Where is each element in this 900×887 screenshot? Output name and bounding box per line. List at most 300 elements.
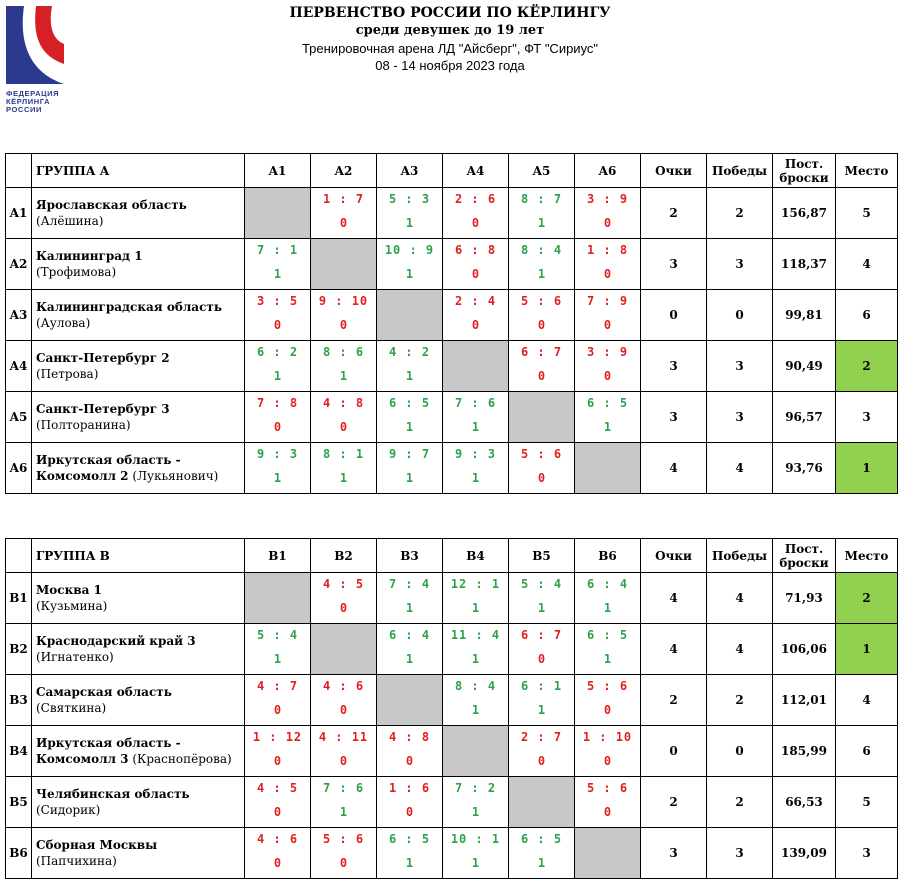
match-result-cell [245,341,311,392]
skip-name: (Папчихина) [36,854,117,868]
match-result-cell [575,675,641,726]
match-score: 8 : 4 [454,679,497,693]
skip-name: (Аулова) [36,316,91,330]
team-name: Сборная Москвы [36,838,158,852]
match-result-cell [443,675,509,726]
row-code: B1 [6,573,32,624]
shots-value: 90,49 [773,341,836,392]
match-points: 0 [273,703,282,717]
match-points: 1 [603,652,612,666]
match-points: 1 [405,420,414,434]
match-score: 2 : 4 [454,294,497,308]
match-points: 0 [603,703,612,717]
federation-logo [4,4,68,124]
match-result-cell [443,392,509,443]
match-score: 9 : 3 [454,447,497,461]
match-points: 1 [537,601,546,615]
place-value: 4 [836,239,898,290]
match-points: 1 [273,652,282,666]
match-score: 8 : 4 [520,243,563,257]
team-name: Челябинская область [36,787,190,801]
match-result-cell [245,290,311,341]
match-score: 6 : 5 [388,832,431,846]
match-result-cell [245,675,311,726]
self-match-cell [443,726,509,777]
match-points: 0 [603,754,612,768]
self-match-cell [245,573,311,624]
skip-name: (Святкина) [36,701,107,715]
match-result-cell [377,726,443,777]
team-cell [32,828,245,879]
match-points: 0 [537,369,546,383]
team-name-cont: Комсомолл 2 [36,469,129,483]
match-points: 0 [339,703,348,717]
shots-value: 112,01 [773,675,836,726]
shots-value: 99,81 [773,290,836,341]
match-score: 10 : 9 [384,243,435,257]
row-code: A2 [6,239,32,290]
column-header-b6: B6 [575,539,641,573]
match-points: 0 [537,318,546,332]
match-result-cell [575,726,641,777]
match-score: 7 : 1 [256,243,299,257]
match-result-cell [245,726,311,777]
shots-value: 106,06 [773,624,836,675]
match-score: 6 : 7 [520,345,563,359]
match-score: 6 : 5 [586,628,629,642]
team-cell [32,675,245,726]
match-result-cell [575,341,641,392]
match-result-cell [245,392,311,443]
match-score: 11 : 4 [450,628,501,642]
points-value: 4 [641,443,707,494]
wins-value: 3 [707,341,773,392]
match-points: 0 [339,420,348,434]
column-header-place: Место [836,154,898,188]
skip-name: (Петрова) [36,367,99,381]
match-score: 5 : 3 [388,192,431,206]
match-points: 1 [537,703,546,717]
match-result-cell [509,290,575,341]
column-header-b3: B3 [377,539,443,573]
points-value: 3 [641,341,707,392]
match-result-cell [245,443,311,494]
match-score: 6 : 1 [520,679,563,693]
team-cell [32,239,245,290]
self-match-cell [509,777,575,828]
table-row [6,675,898,726]
match-result-cell [443,573,509,624]
column-header-a2: A2 [311,154,377,188]
match-score: 4 : 6 [256,832,299,846]
match-points: 1 [471,805,480,819]
skip-name: (Игнатенко) [36,650,114,664]
match-points: 1 [339,805,348,819]
team-cell [32,726,245,777]
table-row [6,239,898,290]
match-result-cell [509,443,575,494]
points-value: 3 [641,239,707,290]
match-score: 6 : 5 [388,396,431,410]
column-header-wins: Победы [707,539,773,573]
place-value: 3 [836,828,898,879]
column-header-a1: A1 [245,154,311,188]
match-score: 5 : 6 [520,294,563,308]
team-cell [32,573,245,624]
match-points: 1 [537,216,546,230]
match-points: 1 [603,601,612,615]
match-result-cell [311,188,377,239]
document-title: ПЕРВЕНСТВО РОССИИ ПО КЁРЛИНГУ [289,5,611,21]
place-value: 2 [836,341,898,392]
self-match-cell [443,341,509,392]
match-points: 1 [537,856,546,870]
skip-name: (Кузьмина) [36,599,108,613]
match-result-cell [509,239,575,290]
match-result-cell [509,624,575,675]
match-result-cell [245,777,311,828]
match-points: 1 [471,652,480,666]
place-value: 3 [836,392,898,443]
match-score: 5 : 6 [586,679,629,693]
team-cell [32,777,245,828]
match-score: 5 : 6 [322,832,365,846]
match-score: 4 : 6 [322,679,365,693]
team-name: Краснодарский край 3 [36,634,196,648]
match-result-cell [311,828,377,879]
column-header-a5: A5 [509,154,575,188]
match-points: 1 [471,420,480,434]
match-points: 0 [537,471,546,485]
match-score: 7 : 6 [322,781,365,795]
points-value: 2 [641,777,707,828]
column-header-place: Место [836,539,898,573]
match-result-cell [575,239,641,290]
match-points: 0 [273,420,282,434]
points-value: 4 [641,624,707,675]
shots-header-line2: броски [779,170,829,185]
match-score: 8 : 6 [322,345,365,359]
self-match-cell [245,188,311,239]
match-result-cell [443,188,509,239]
match-score: 7 : 6 [454,396,497,410]
skip-name: (Алёшина) [36,214,104,228]
place-value: 5 [836,188,898,239]
match-points: 1 [471,601,480,615]
venue-text: Тренировочная арена ЛД "Айсберг", ФТ "Сириус" [301,41,599,56]
team-name: Москва 1 [36,583,102,597]
team-name-line2 [36,468,244,484]
match-score: 4 : 5 [256,781,299,795]
points-value: 0 [641,726,707,777]
self-match-cell [575,443,641,494]
match-score: 8 : 7 [520,192,563,206]
place-value: 6 [836,290,898,341]
column-header-b5: B5 [509,539,575,573]
match-points: 1 [273,369,282,383]
shots-value: 139,09 [773,828,836,879]
match-points: 1 [471,856,480,870]
match-score: 3 : 9 [586,192,629,206]
match-points: 1 [471,471,480,485]
match-points: 1 [405,856,414,870]
points-value: 4 [641,573,707,624]
shots-value: 71,93 [773,573,836,624]
match-result-cell [575,188,641,239]
team-name: Санкт-Петербург 3 [36,402,170,416]
match-result-cell [575,290,641,341]
match-result-cell [377,341,443,392]
match-result-cell [509,726,575,777]
points-value: 2 [641,188,707,239]
match-result-cell [443,239,509,290]
row-code: B4 [6,726,32,777]
column-header-b4: B4 [443,539,509,573]
match-points: 0 [471,267,480,281]
team-name: Иркутская область - [36,736,181,750]
column-header-points: Очки [641,154,707,188]
self-match-cell [311,239,377,290]
match-result-cell [443,777,509,828]
column-header-shots [773,539,836,573]
match-score: 7 : 2 [454,781,497,795]
match-score: 12 : 1 [450,577,501,591]
match-points: 0 [273,856,282,870]
match-score: 1 : 6 [388,781,431,795]
match-score: 5 : 6 [520,447,563,461]
document-header [140,4,760,74]
group-title: ГРУППА А [32,154,245,188]
self-match-cell [575,828,641,879]
wins-value: 3 [707,239,773,290]
match-points: 1 [339,471,348,485]
row-code: B2 [6,624,32,675]
column-header-a4: A4 [443,154,509,188]
match-score: 1 : 8 [586,243,629,257]
wins-value: 4 [707,573,773,624]
column-header-b1: B1 [245,539,311,573]
match-points: 0 [339,856,348,870]
match-result-cell [311,675,377,726]
skip-name: (Краснопёрова) [132,752,232,766]
match-score: 9 : 7 [388,447,431,461]
match-result-cell [377,624,443,675]
match-result-cell [377,443,443,494]
column-header-a3: A3 [377,154,443,188]
match-points: 1 [405,267,414,281]
match-points: 0 [405,805,414,819]
match-result-cell [311,777,377,828]
place-value: 5 [836,777,898,828]
table-row [6,777,898,828]
team-name-cont: Комсомолл 3 [36,752,129,766]
shots-value: 96,57 [773,392,836,443]
column-header-wins: Победы [707,154,773,188]
team-cell [32,624,245,675]
match-result-cell [575,777,641,828]
match-result-cell [245,624,311,675]
column-header-points: Очки [641,539,707,573]
match-score: 5 : 6 [586,781,629,795]
team-name: Самарская область [36,685,172,699]
document-subtitle: среди девушек до 19 лет [355,23,545,38]
row-code: A4 [6,341,32,392]
group-a-table [5,153,898,494]
match-points: 1 [273,267,282,281]
column-header-b2: B2 [311,539,377,573]
header-corner [6,154,32,188]
team-cell [32,188,245,239]
match-points: 0 [339,216,348,230]
match-result-cell [443,443,509,494]
match-result-cell [377,239,443,290]
table-row [6,392,898,443]
match-points: 0 [405,754,414,768]
self-match-cell [377,675,443,726]
match-points: 0 [471,318,480,332]
match-score: 1 : 10 [582,730,633,744]
self-match-cell [509,392,575,443]
match-score: 4 : 7 [256,679,299,693]
match-result-cell [377,777,443,828]
table-row [6,290,898,341]
match-score: 5 : 4 [520,577,563,591]
match-result-cell [245,828,311,879]
match-points: 0 [273,805,282,819]
match-points: 1 [339,369,348,383]
row-code: A5 [6,392,32,443]
match-result-cell [509,573,575,624]
match-points: 0 [537,652,546,666]
team-name: Санкт-Петербург 2 [36,351,170,365]
match-points: 0 [537,754,546,768]
match-score: 4 : 8 [322,396,365,410]
row-code: B6 [6,828,32,879]
team-name: Калининградская область [36,300,222,314]
dates-text: 08 - 14 ноября 2023 года [375,58,525,73]
match-points: 0 [339,601,348,615]
table-row [6,443,898,494]
match-score: 4 : 11 [318,730,369,744]
table-row [6,573,898,624]
match-score: 2 : 6 [454,192,497,206]
team-cell [32,341,245,392]
match-result-cell [509,828,575,879]
match-score: 7 : 4 [388,577,431,591]
points-value: 3 [641,828,707,879]
match-points: 1 [471,703,480,717]
shots-value: 185,99 [773,726,836,777]
group-title: ГРУППА В [32,539,245,573]
skip-name: (Полторанина) [36,418,131,432]
match-result-cell [377,828,443,879]
match-points: 0 [339,754,348,768]
match-points: 0 [273,754,282,768]
match-result-cell [377,573,443,624]
match-score: 5 : 4 [256,628,299,642]
match-points: 0 [471,216,480,230]
shots-header-line1: Пост. [784,156,824,171]
match-points: 0 [603,369,612,383]
table-row [6,828,898,879]
team-name: Калининград 1 [36,249,143,263]
match-result-cell [575,573,641,624]
match-score: 6 : 4 [388,628,431,642]
match-points: 0 [273,318,282,332]
shots-header-line2: броски [779,555,829,570]
match-result-cell [509,341,575,392]
match-score: 4 : 5 [322,577,365,591]
match-score: 4 : 8 [388,730,431,744]
table-row [6,624,898,675]
skip-name: (Сидорик) [36,803,101,817]
match-score: 3 : 9 [586,345,629,359]
team-cell [32,392,245,443]
match-result-cell [311,290,377,341]
match-points: 1 [273,471,282,485]
match-result-cell [377,392,443,443]
wins-value: 2 [707,188,773,239]
match-score: 6 : 5 [520,832,563,846]
match-result-cell [443,828,509,879]
match-points: 0 [603,216,612,230]
match-points: 1 [405,216,414,230]
wins-value: 0 [707,290,773,341]
match-points: 0 [603,267,612,281]
table-row [6,188,898,239]
match-score: 6 : 4 [586,577,629,591]
row-code: B5 [6,777,32,828]
team-name-line2 [36,751,244,767]
row-code: A3 [6,290,32,341]
match-score: 9 : 10 [318,294,369,308]
match-score: 10 : 1 [450,832,501,846]
place-value: 2 [836,573,898,624]
match-points: 1 [537,267,546,281]
row-code: A6 [6,443,32,494]
match-result-cell [311,392,377,443]
match-points: 0 [603,318,612,332]
place-value: 6 [836,726,898,777]
column-header-a6: A6 [575,154,641,188]
logo-text-line3: РОССИИ [6,105,42,114]
match-result-cell [509,188,575,239]
match-score: 7 : 8 [256,396,299,410]
match-points: 1 [405,652,414,666]
shots-value: 156,87 [773,188,836,239]
match-points: 0 [603,805,612,819]
group-b-table [5,538,898,879]
team-name: Ярославская область [36,198,187,212]
match-score: 7 : 9 [586,294,629,308]
wins-value: 2 [707,675,773,726]
match-result-cell [443,290,509,341]
match-score: 8 : 1 [322,447,365,461]
match-score: 1 : 7 [322,192,365,206]
header-corner [6,539,32,573]
column-header-shots [773,154,836,188]
match-result-cell [311,341,377,392]
match-points: 1 [405,471,414,485]
points-value: 0 [641,290,707,341]
match-score: 4 : 2 [388,345,431,359]
table-header-row [6,539,898,573]
points-value: 2 [641,675,707,726]
match-score: 6 : 8 [454,243,497,257]
self-match-cell [311,624,377,675]
match-result-cell [509,675,575,726]
match-points: 1 [603,420,612,434]
